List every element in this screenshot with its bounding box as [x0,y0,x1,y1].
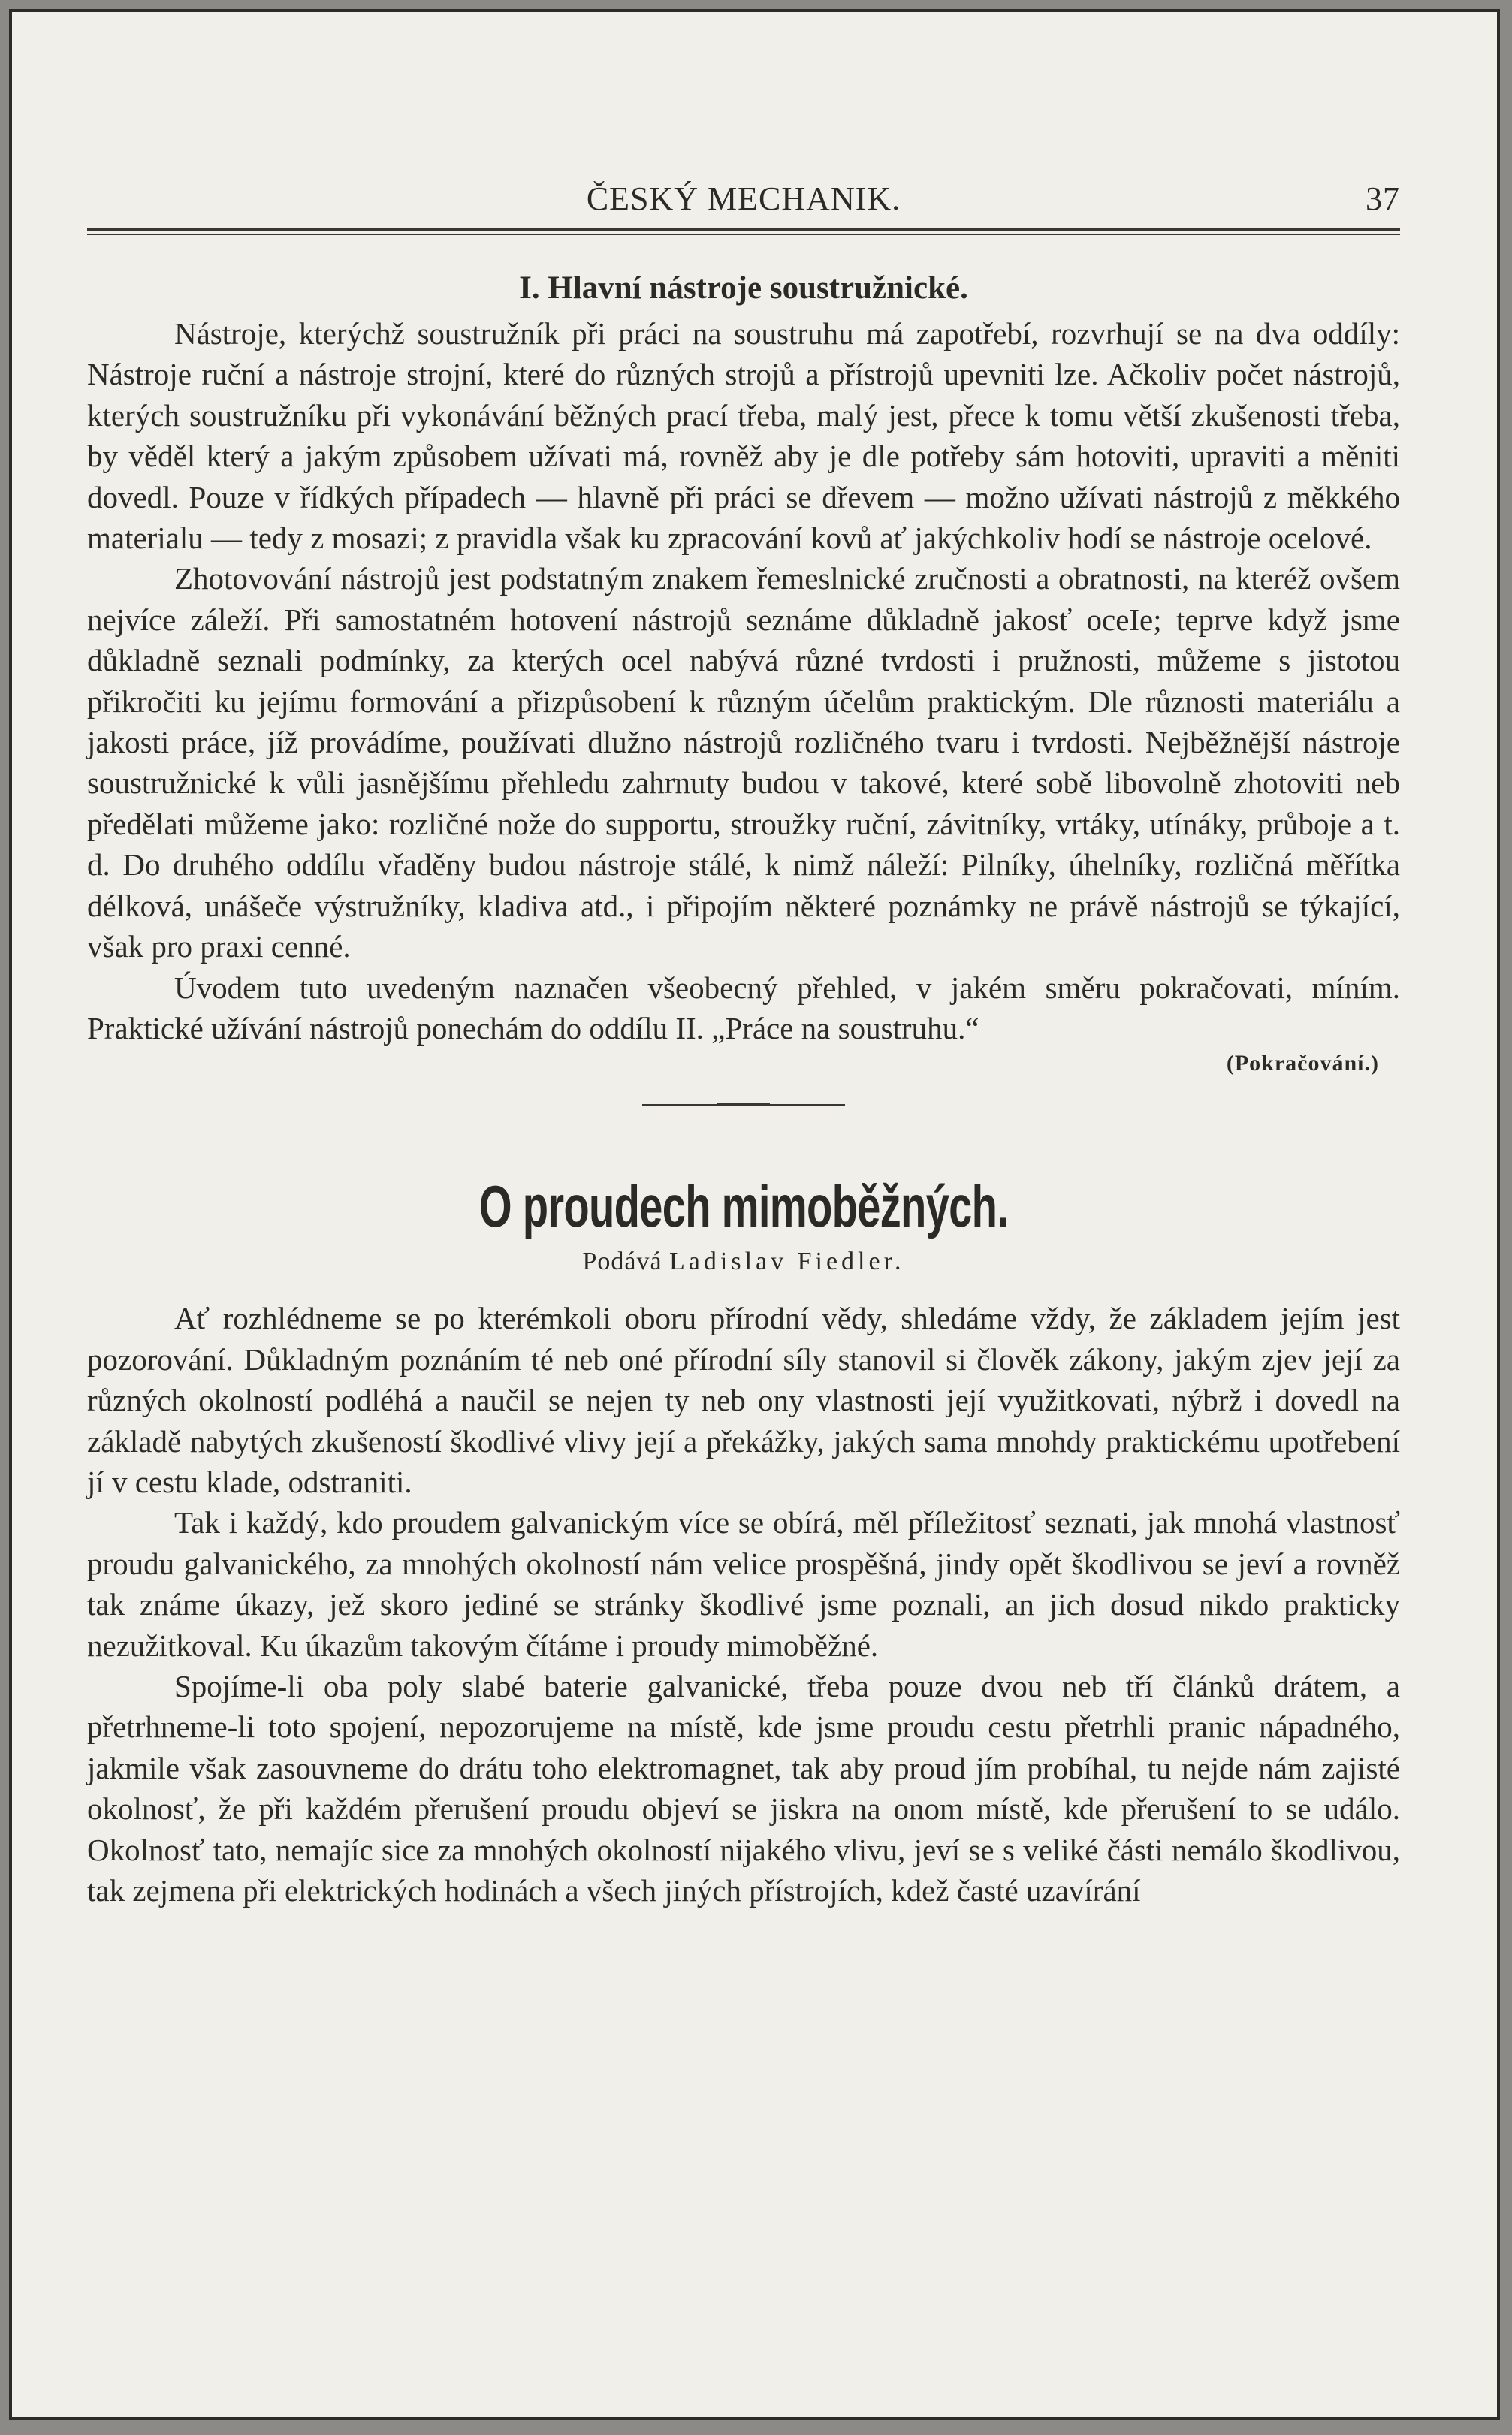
paragraph: Nástroje, kterýchž soustružník při práci na soustruhu má zapotřebí, rozvrhují se na dva oddíly: Nástroje ruční a nástroje strojní, které do různých strojů a přístrojů upevniti lze. Ačkoliv počet nástrojů, kterých soustružníku při vykonávání běžných prací třeba, malý jest, přece k tomu větší zkušenosti třeba, by věděl který a jakým způsobem užívati má, rovněž aby je dle potřeby sám hotoviti, upraviti a měniti dovedl. Pouze v řídkých případech — hlavně při práci se dřevem — možno užívati nástrojů z měkkého materialu — tedy z mosazi; z pravidla však ku zpracování kovů ať jakýchkoliv hodí se nástroje ocelové. [87,316,1400,556]
section-heading: I. Hlavní nástroje soustružnické. [519,270,968,306]
byline-prefix: Podává [582,1248,662,1276]
journal-title: ČESKÝ MECHANIK. [586,180,901,217]
header-rule [87,228,1400,235]
continuation-note: (Pokračování.) [1226,1051,1379,1076]
article-title: O proudech mimoběžných. [478,1173,1009,1240]
running-head [87,179,1400,228]
paragraph: Ať rozhlédneme se po kterémkoli oboru přírodní vědy, shledáme vždy, že základem jejím jest pozorování. Důkladným poznáním té neb oné přírodní síly stanovil si člověk zákony, jakým zjev její za různých okolností podléhá a naučil se nejen ty neb ony vlastnosti její využitkovati, nýbrž i dovedl na základě nabytých zkušeností škodlivé vlivy její a překážky, jakých sama mnohdy praktickému upotřebení jí v cestu klade, odstraniti. [87,1301,1400,1499]
scanned-page [9,9,1500,2420]
page-content [87,179,1400,1911]
paragraph: Tak i každý, kdo proudem galvanickým více se obírá, měl příležitosť seznati, jak mnohá vlastnosť proudu galvanického, za mnohých okolností nám velice prospěšná, jindy opět škodlivou se jeví a rovněž tak známe úkazy, jež skoro jediné se stránky škodlivé jsme poznali, an jich dosud nikdo prakticky nezužitkoval. Ku úkazům takovým čítáme i proudy mimoběžné. [87,1505,1400,1663]
paragraph: Spojíme-li oba poly slabé baterie galvanické, třeba pouze dvou neb tří článků drátem, a přetrhneme-li toto spojení, nepozorujeme na místě, kde jsme proudu cestu přetrhli pranic nápadného, jakmile však zasouvneme do drátu toho elektromagnet, tak aby proud jím probíhal, tu nejde nám zajisté okolnosť, že při každém přerušení proudu objeví se jiskra na onom místě, kde přerušení to se událo. Okolnosť tato, nemajíc sice za mnohých okolností nijakého vlivu, jeví se s veliké části nemálo škodlivou, tak zejmena při elektrických hodinách a všech jiných přístrojích, kdež časté uzavírání [87,1668,1400,1908]
section-separator [642,1104,845,1106]
paragraph: Úvodem tuto uvedeným naznačen všeobecný přehled, v jakém směru pokračovati, míním. Praktické užívání nástrojů ponechám do oddílu II. „Práce na soustruhu.“ [87,970,1400,1046]
author-name: Ladislav Fiedler. [669,1248,905,1276]
paragraph: Zhotovování nástrojů jest podstatným znakem řemeslnické zručnosti a obratnosti, na kteréž ovšem nejvíce záleží. Při samostatném hotovení nástrojů seznáme důkladně jakosť oceIe; teprve když jsme důkladně seznali podmínky, za kterých ocel nabývá různé tvrdosti i pružnosti, můžeme s jistotou přikročiti ku jejímu formování a přizpůsobení k různým účelům praktickým. Dle různosti materiálu a jakosti práce, jíž provádíme, používati dlužno nástrojů rozličného tvaru i tvrdosti. Nejběžnější nástroje soustružnické k vůli jasnějšímu přehledu zahrnuty budou v takové, které sobě libovolně zhotoviti neb předělati můžeme jako: rozličné nože do supportu, stroužky ruční, závitníky, vrtáky, utínáky, průboje a t. d. Do druhého oddílu vřaděny budou nástroje stálé, k nimž náleží: Pilníky, úhelníky, rozličná měřítka délková, unášeče výstružníky, kladiva atd., i připojím některé poznámky ne právě nástrojů se týkající, však pro praxi cenné. [87,561,1400,964]
page-number: 37 [1366,180,1400,217]
byline [87,1245,1400,1278]
